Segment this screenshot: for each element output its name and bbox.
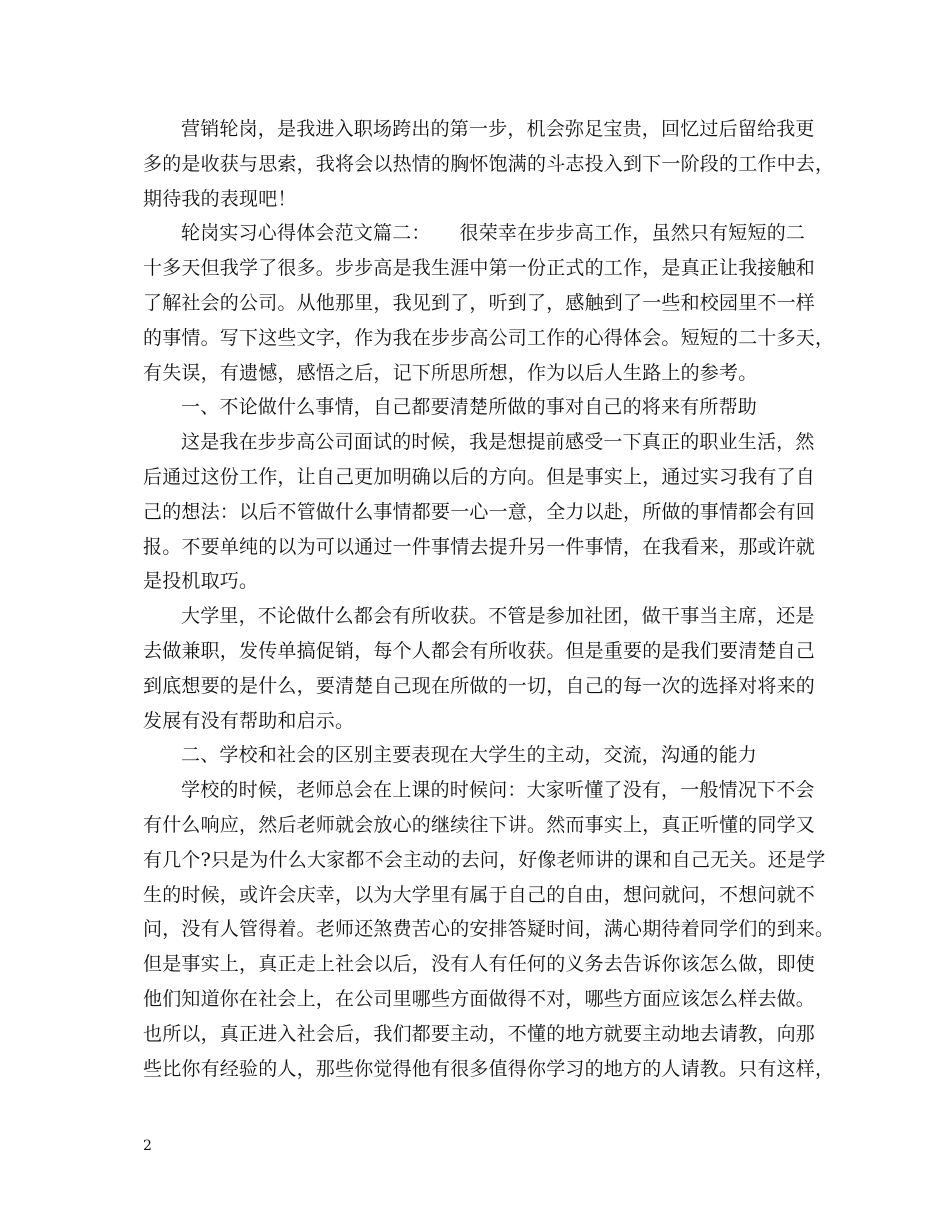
page-number: 2	[143, 1138, 152, 1154]
text-line: 有什么响应，然后老师就会放心的继续往下讲。然而事实上，真正听懂的同学又	[143, 813, 816, 836]
text-line: 去做兼职，发传单搞促销，每个人都会有所收获。但是重要的是我们要清楚自己	[143, 639, 816, 662]
text-line: 有几个?只是为什么大家都不会主动的去问，好像老师讲的课和自己无关。还是学	[143, 848, 826, 871]
text-line: 也所以，真正进入社会后，我们都要主动，不懂的地方就要主动地去请教，向那	[143, 1022, 816, 1045]
text-line: 这是我在步步高公司面试的时候，我是想提前感受一下真正的职业生活，然	[181, 431, 815, 454]
text-line: 营销轮岗，是我进入职场跨出的第一步，机会弥足宝贵，回忆过后留给我更	[181, 118, 815, 140]
text-line: 多的是收获与思索，我将会以热情的胸怀饱满的斗志投入到下一阶段的工作中去，	[143, 152, 835, 175]
text-line: 大学里，不论做什么都会有所收获。不管是参加社团，做干事当主席，还是	[181, 605, 815, 628]
text-line: 十多天但我学了很多。步步高是我生涯中第一份正式的工作，是真正让我接触和	[143, 257, 816, 280]
text-line: 期待我的表现吧！	[143, 187, 297, 210]
text-line: 己的想法：以后不管做什么事情都要一心一意，全力以赴，所做的事情都会有回	[143, 500, 816, 523]
text-line: 有失误，有遗憾，感悟之后，记下所思所想，作为以后人生路上的参考。	[143, 361, 758, 384]
text-line: 些比你有经验的人，那些你觉得他有很多值得你学习的地方的人请教。只有这样，	[143, 1057, 835, 1080]
section-heading: 二、学校和社会的区别主要表现在大学生的主动，交流，沟通的能力	[181, 744, 758, 767]
text-line: 了解社会的公司。从他那里，我见到了，听到了，感触到了一些和校园里不一样	[143, 291, 816, 314]
section-heading: 一、不论做什么事情，自己都要清楚所做的事对自己的将来有所帮助	[181, 396, 758, 419]
text-line: 他们知道你在社会上，在公司里哪些方面做得不对，哪些方面应该怎么样去做。	[143, 987, 816, 1010]
text-line: 生的时候，或许会庆幸，以为大学里有属于自己的自由，想问就问，不想问就不	[143, 883, 816, 906]
text-line: 轮岗实习心得体会范文篇二： 很荣幸在步步高工作，虽然只有短短的二	[181, 222, 806, 245]
text-line: 是投机取巧。	[143, 570, 259, 593]
text-line: 学校的时候，老师总会在上课的时候问：大家听懂了没有，一般情况下不会	[181, 779, 815, 802]
text-line: 报。不要单纯的以为可以通过一件事情去提升另一件事情，在我看来，那或许就	[143, 535, 816, 558]
document-body	[143, 112, 835, 1086]
text-line: 但是事实上，真正走上社会以后，没有人有任何的义务去告诉你该怎么做，即使	[143, 953, 816, 976]
text-line: 问，没有人管得着。老师还煞费苦心的安排答疑时间，满心期待着同学们的到来。	[143, 918, 835, 941]
text-line: 后通过这份工作，让自己更加明确以后的方向。但是事实上，通过实习我有了自	[143, 465, 816, 488]
text-line: 发展有没有帮助和启示。	[143, 709, 355, 732]
text-line: 的事情。写下这些文字，作为我在步步高公司工作的心得体会。短短的二十多天，	[143, 326, 835, 349]
text-line: 到底想要的是什么，要清楚自己现在所做的一切，自己的每一次的选择对将来的	[143, 674, 816, 697]
